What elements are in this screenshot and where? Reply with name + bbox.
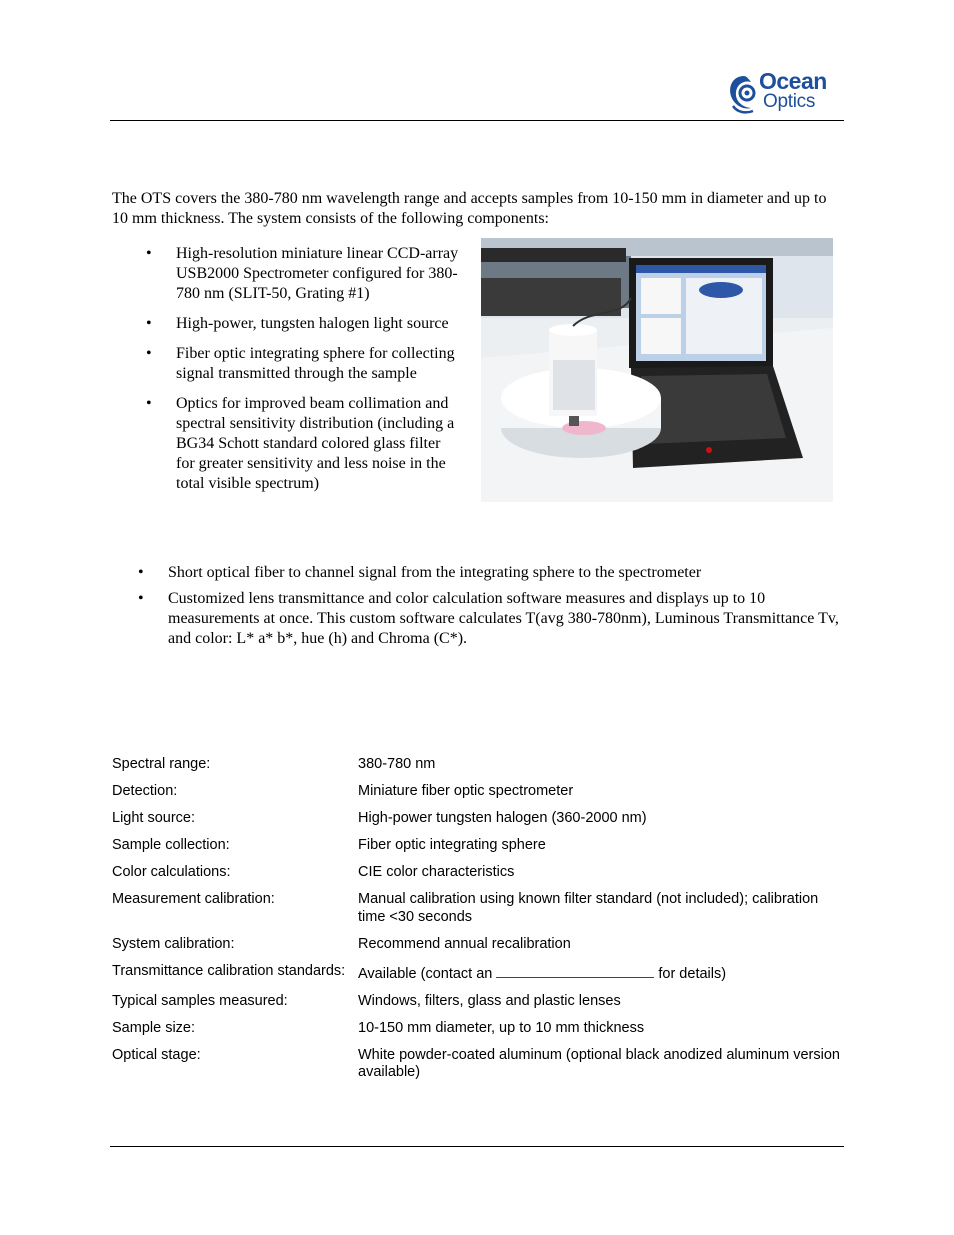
spec-value: Windows, filters, glass and plastic lenses bbox=[358, 992, 621, 1009]
table-row bbox=[112, 837, 844, 864]
specifications-table bbox=[112, 756, 844, 1091]
spec-value-prefix: Available (contact an bbox=[358, 965, 493, 982]
spec-value: Manual calibration using known filter standard (not included); calibration time <30 seconds bbox=[358, 891, 819, 925]
spec-label: Sample collection: bbox=[112, 837, 230, 853]
spec-value: White powder-coated aluminum (optional black anodized aluminum version available) bbox=[358, 1046, 840, 1080]
intro-paragraph: The OTS covers the 380-780 nm wavelength range and accepts samples from 10-150 mm in diameter and up to 10 mm thickness. The system consists of the following components: bbox=[112, 190, 827, 227]
spec-label: Transmittance calibration standards: bbox=[112, 962, 346, 979]
spec-value: 380-780 nm bbox=[358, 756, 436, 772]
spec-value: Recommend annual recalibration bbox=[358, 935, 571, 952]
table-row bbox=[112, 1047, 844, 1092]
table-row bbox=[112, 1020, 844, 1047]
spec-label: Spectral range: bbox=[112, 756, 211, 772]
spec-value: 10-150 mm diameter, up to 10 mm thickness bbox=[358, 1019, 645, 1036]
photo-illustration bbox=[481, 238, 833, 502]
spec-label: Detection: bbox=[112, 783, 178, 799]
ocean-optics-swirl-icon bbox=[727, 72, 761, 116]
table-row bbox=[112, 810, 844, 837]
footer-rule bbox=[110, 1146, 844, 1147]
spec-label: Sample size: bbox=[112, 1019, 196, 1036]
logo-word-ocean: Ocean bbox=[759, 68, 827, 94]
list-item: • Customized lens transmittance and color calculation software measures and displays up to 10 measurements at once. This custom software calculates T(avg 380-780nm), Luminous Transmittance Tv, and color: L* a* b*, hue (h) and Chroma (C*). bbox=[130, 589, 845, 649]
table-row bbox=[112, 993, 844, 1020]
list-item: • Optics for improved beam collimation and spectral sensitivity distribution (including a BG34 Schott standard colored glass filter for greater sensitivity and less noise in the total visible spectrum) bbox=[138, 394, 463, 494]
spec-value: CIE color characteristics bbox=[358, 864, 515, 880]
table-row bbox=[112, 936, 844, 963]
spec-value: Fiber optic integrating sphere bbox=[358, 837, 546, 853]
logo-word-optics: Optics bbox=[763, 91, 816, 112]
spec-label: System calibration: bbox=[112, 935, 235, 952]
component-list-top bbox=[138, 244, 463, 504]
spec-label: Light source: bbox=[112, 810, 196, 826]
spec-label: Measurement calibration: bbox=[112, 891, 275, 907]
list-item: • High-resolution miniature linear CCD-array USB2000 Spectrometer configured for 380-780 nm (SLIT-50, Grating #1) bbox=[138, 244, 463, 304]
table-row bbox=[112, 783, 844, 810]
spec-label: Optical stage: bbox=[112, 1046, 201, 1063]
spec-value: Miniature fiber optic spectrometer bbox=[358, 783, 574, 799]
table-row bbox=[112, 756, 844, 783]
ots-system-photo bbox=[481, 238, 833, 502]
table-row bbox=[112, 864, 844, 891]
contact-link[interactable] bbox=[496, 963, 654, 978]
spec-value: High-power tungsten halogen (360-2000 nm) bbox=[358, 810, 647, 826]
header-rule bbox=[110, 120, 844, 121]
spec-value-suffix: for details) bbox=[658, 965, 727, 982]
list-item: • Short optical fiber to channel signal from the integrating sphere to the spectrometer bbox=[130, 563, 845, 583]
component-list-bottom bbox=[130, 563, 845, 655]
spec-value bbox=[358, 963, 844, 993]
list-item: • Fiber optic integrating sphere for collecting signal transmitted through the sample bbox=[138, 344, 463, 384]
table-row bbox=[112, 891, 844, 936]
table-row bbox=[112, 963, 844, 993]
list-item: • High-power, tungsten halogen light source bbox=[138, 314, 463, 334]
spec-label: Typical samples measured: bbox=[112, 992, 288, 1009]
spec-label: Color calculations: bbox=[112, 864, 231, 880]
ocean-optics-logo bbox=[727, 70, 847, 116]
